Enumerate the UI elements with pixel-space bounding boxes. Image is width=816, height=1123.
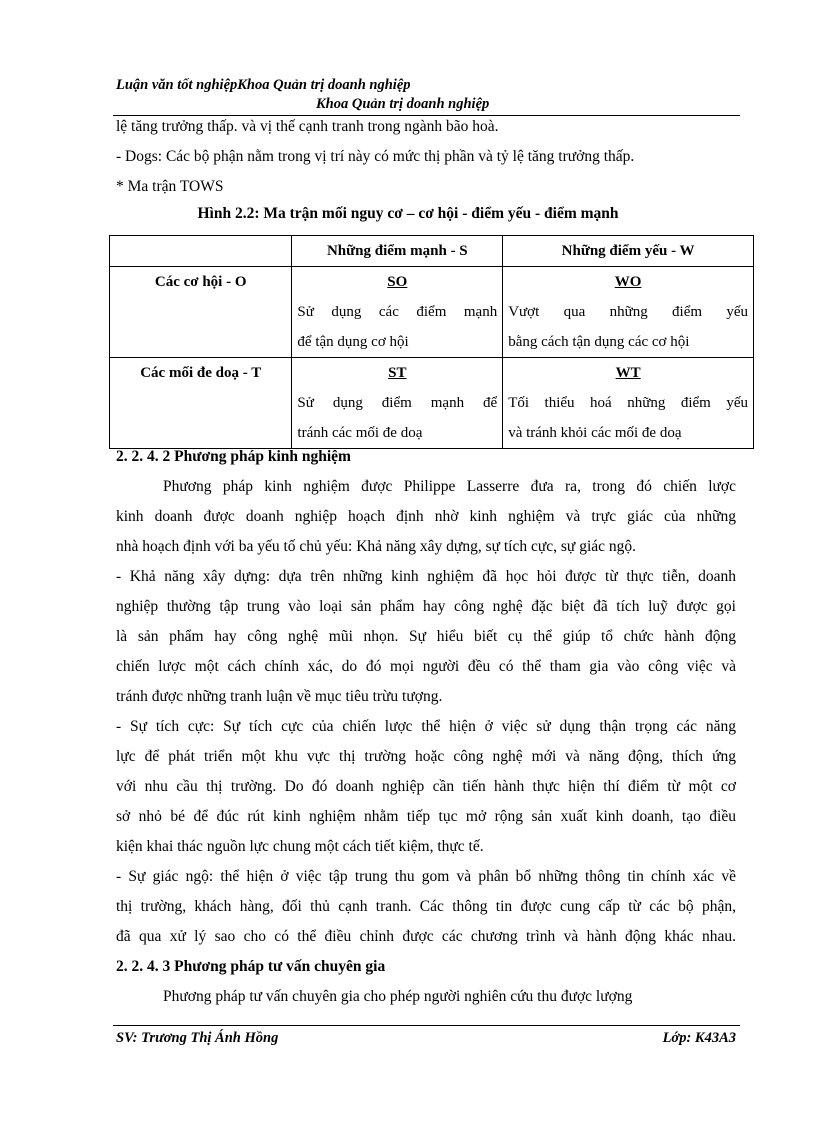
- paragraph-line: thị trường, khách hàng, đối thủ cạnh tranh. Các thông tin được cung cấp từ các bộ phận,: [116, 898, 736, 915]
- strengths-header: Những điểm mạnh - S: [292, 236, 503, 267]
- cell-line: tránh các mối đe doạ: [297, 425, 423, 441]
- cell-line: Sử dụng điểm mạnh để: [297, 395, 498, 411]
- intro-line: * Ma trận TOWS: [116, 178, 224, 195]
- cell-line: để tận dụng cơ hội: [297, 334, 409, 350]
- cell-line: Sử dụng các điểm mạnh: [297, 304, 498, 320]
- table-header-row: [110, 236, 754, 267]
- wt-code: WT: [615, 365, 641, 381]
- intro-line: - Dogs: Các bộ phận nằm trong vị trí này có mức thị phần và tỷ lệ tăng trưởng thấp.: [116, 148, 635, 165]
- paragraph-line: - Sự giác ngộ: thể hiện ở việc tập trung thu gom và phân bổ những thông tin chính xác về: [116, 868, 736, 885]
- cell-line: Vượt qua những điểm yếu: [508, 304, 748, 320]
- table-row: [110, 358, 754, 449]
- footer-class: Lớp: K43A3: [662, 1030, 736, 1046]
- paragraph-line: sở nhỏ bé để đúc rút kinh nghiệm nhằm tiếp tục mở rộng sản xuất kinh doanh, tạo điều: [116, 808, 736, 825]
- cell-line: và tránh khỏi các mối đe doạ: [508, 425, 682, 441]
- so-code: SO: [387, 274, 408, 290]
- paragraph-line: nhà hoạch định với ba yếu tố chủ yếu: Khả năng xây dựng, sự tích cực, sự giác ngộ.: [116, 538, 637, 555]
- cell-line: bằng cách tận dụng các cơ hội: [508, 334, 690, 350]
- footer-student-name: SV: Trương Thị Ánh Hồng: [116, 1030, 279, 1046]
- tows-matrix-table: [109, 235, 754, 449]
- paragraph-line: Phương pháp kinh nghiệm được Philippe Lasserre đưa ra, trong đó chiến lược: [163, 478, 736, 495]
- paragraph-line: lực để phát triển một khu vực thị trường hoặc công nghệ mới và năng động, thích ứng: [116, 748, 736, 765]
- paragraph-line: tránh được những tranh luận về mục tiêu trừu tượng.: [116, 688, 443, 705]
- table-corner-cell: [110, 236, 292, 267]
- wt-cell: [503, 358, 754, 449]
- footer-divider: [113, 1025, 740, 1026]
- st-code: ST: [388, 365, 407, 381]
- figure-title: Hình 2.2: Ma trận mối nguy cơ – cơ hội - điểm yếu - điểm mạnh: [197, 205, 619, 222]
- paragraph-line: kiện khai thác nguồn lực chung một cách tiết kiệm, thực tế.: [116, 838, 484, 855]
- st-cell: [292, 358, 503, 449]
- table-row: [110, 267, 754, 358]
- section-heading: 2. 2. 4. 3 Phương pháp tư vấn chuyên gia: [116, 958, 386, 975]
- opportunities-label: Các cơ hội - O: [110, 267, 292, 358]
- paragraph-line: là sản phẩm hay công nghệ mũi nhọn. Sự hiểu biết cụ thể giúp tổ chức hành động: [116, 628, 736, 645]
- paragraph-line: kinh doanh được doanh nghiệp hoạch định nhờ kinh nghiệm và trực giác của những: [116, 508, 736, 525]
- section-heading: 2. 2. 4. 2 Phương pháp kinh nghiệm: [116, 448, 351, 465]
- intro-line: lệ tăng trưởng thấp. và vị thế cạnh tranh trong ngành bão hoà.: [116, 118, 499, 135]
- paragraph-line: đã qua xử lý sao cho có thể điều chỉnh được các chương trình và hành động khác nhau.: [116, 928, 736, 945]
- header-faculty: Khoa Quản trị doanh nghiệp: [316, 96, 490, 112]
- threats-label: Các mối đe doạ - T: [110, 358, 292, 449]
- paragraph-line: với nhu cầu thị trường. Do đó doanh nghiệp cần tiến hành thực hiện thí điểm từ một cơ: [116, 778, 736, 795]
- paragraph-line: Phương pháp tư vấn chuyên gia cho phép người nghiên cứu thu được lượng: [163, 988, 633, 1005]
- paragraph-line: chiến lược một cách chính xác, do đó mọi người đều có thể tham gia vào công việc và: [116, 658, 736, 675]
- cell-line: Tối thiểu hoá những điểm yếu: [508, 395, 748, 411]
- wo-cell: [503, 267, 754, 358]
- weaknesses-header: Những điểm yếu - W: [503, 236, 754, 267]
- wo-code: WO: [614, 274, 642, 290]
- header-thesis-title: Luận văn tốt nghiệpKhoa Quản trị doanh nghiệp: [116, 77, 411, 93]
- paragraph-line: nghiệp thường tập trung vào loại sản phẩm hay công nghệ đặc biệt đã tích luỹ được gọi: [116, 598, 736, 615]
- paragraph-line: - Sự tích cực: Sự tích cực của chiến lược thể hiện ở việc sử dụng thận trọng các năng: [116, 718, 736, 735]
- so-cell: [292, 267, 503, 358]
- paragraph-line: - Khả năng xây dựng: dựa trên những kinh nghiệm đã học hỏi được từ thực tiễn, doanh: [116, 568, 736, 585]
- header-divider: [113, 115, 740, 116]
